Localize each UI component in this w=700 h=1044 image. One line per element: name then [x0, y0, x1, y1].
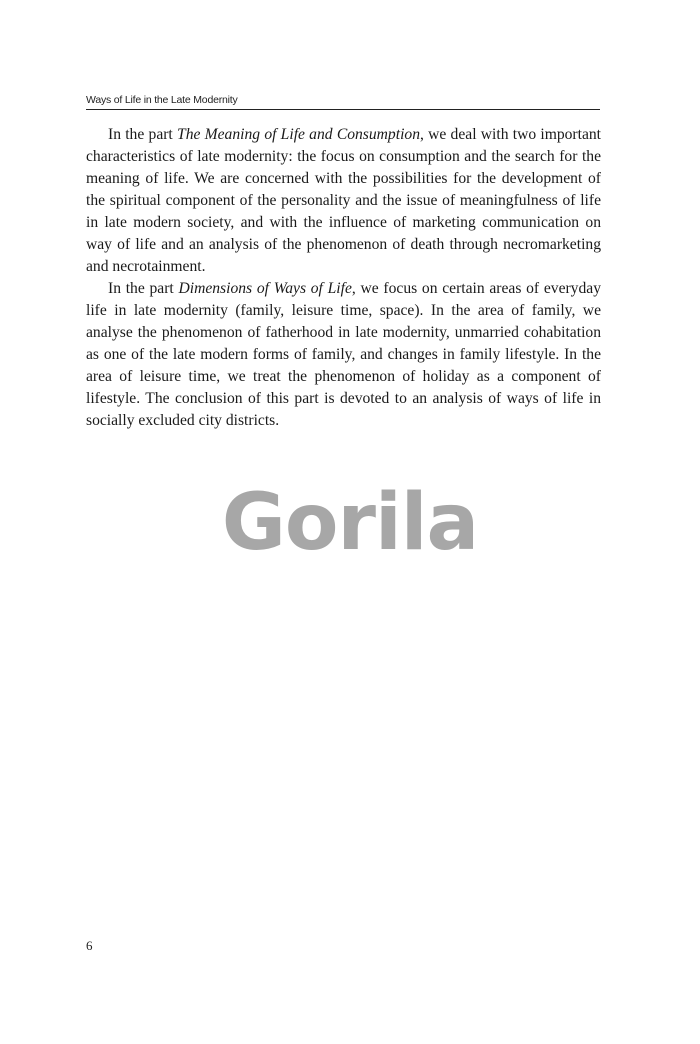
paragraph-lead: In the part	[108, 280, 179, 297]
paragraph-dimensions	[86, 278, 601, 432]
italic-part-title: The Meaning of Life and Consumption	[177, 126, 420, 143]
paragraph-rest: , we focus on certain areas of everyday life in late modernity (family, leisure time, space). In the area of family, we analyse the phenomenon of fatherhood in late modernity, unmarried cohabitation as one of the late modern forms of family, and changes in family lifestyle. In the area of leisure time, we treat the phenomenon of holiday as a component of lifestyle. The conclusion of this part is devoted to an analysis of ways of life in socially excluded city districts.	[86, 280, 601, 429]
body-text	[86, 124, 601, 432]
italic-part-title: Dimensions of Ways of Life	[178, 280, 352, 297]
paragraph-lead: In the part	[108, 126, 178, 143]
page-number: 6	[86, 938, 93, 953]
gorila-watermark: Gorila	[221, 478, 479, 568]
paragraph-rest: , we deal with two important characteristics of late modernity: the focus on consumption and the search for the meaning of life. We are concerned with the possibilities for the development of the spiritual component of the personality and the issue of meaningfulness of life in late modern society, and with the influence of marketing communication on way of life and an analysis of the phenomenon of death through necromarketing and necrotainment.	[86, 126, 601, 275]
running-header: Ways of Life in the Late Modernity	[86, 93, 600, 110]
paragraph-meaning-of-life	[86, 124, 601, 278]
